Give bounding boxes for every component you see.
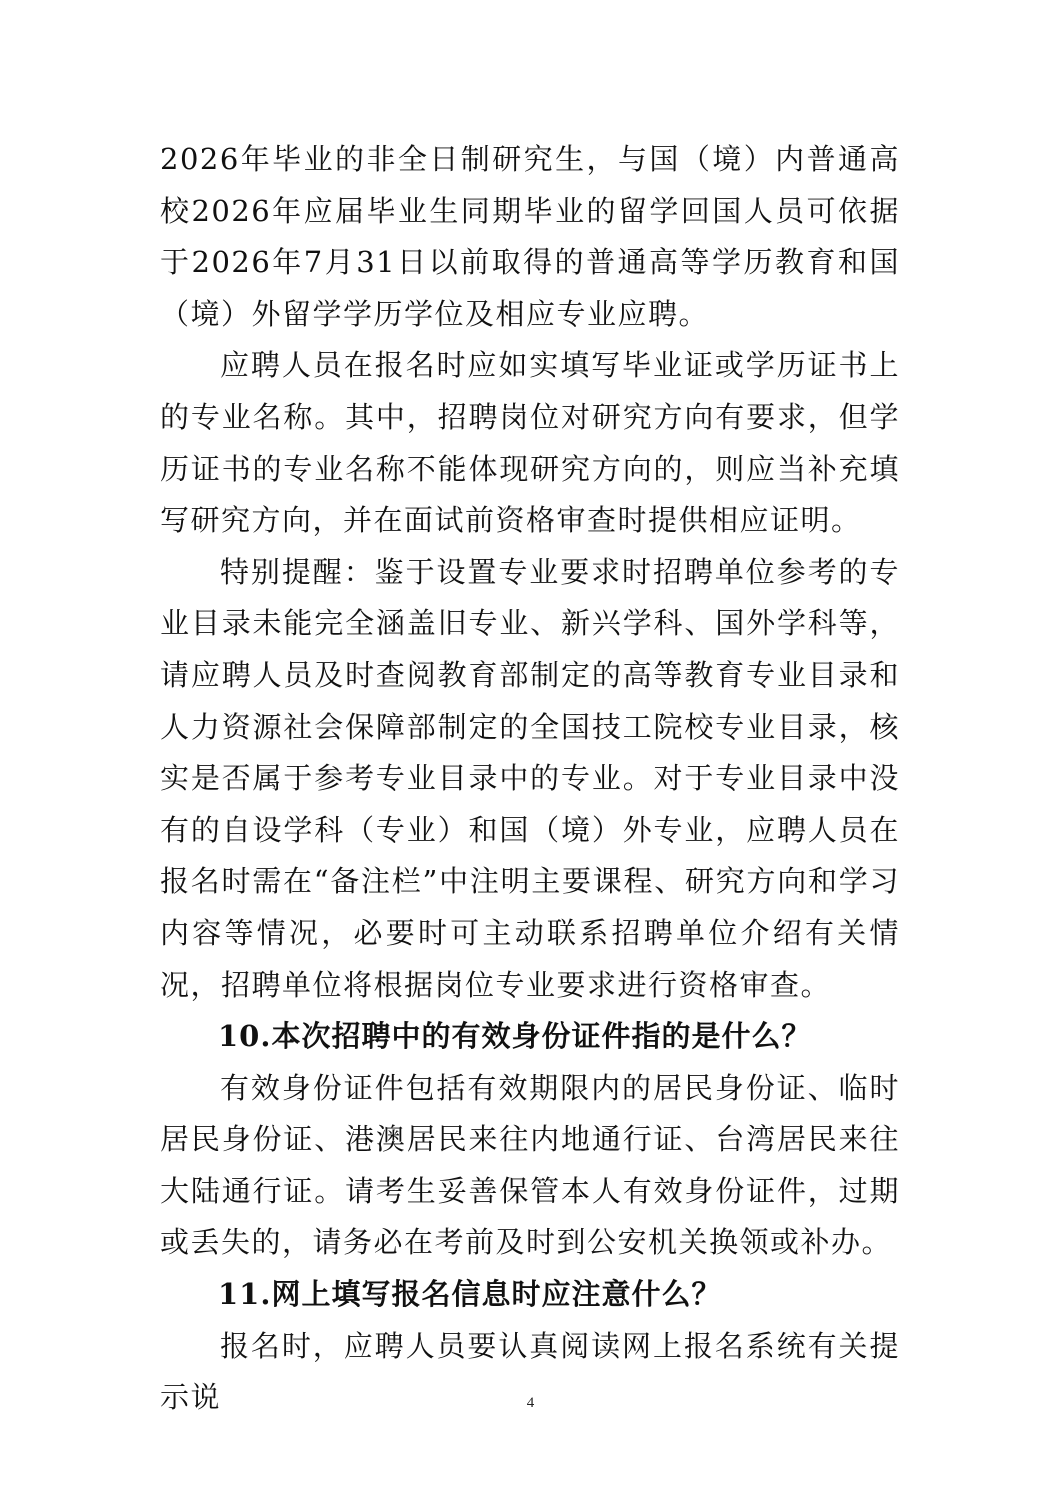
paragraph-valid-id: 有效身份证件包括有效期限内的居民身份证、临时居民身份证、港澳居民来往内地通行证、台湾居民来往大陆通行证。请考生妥善保管本人有效身份证件，过期或丢失的，请务必在考前及时到公安机关换领或补办。 <box>160 1070 900 1260</box>
heading-question-10: 10.本次招聘中的有效身份证件指的是什么？ <box>218 1019 812 1054</box>
document-page <box>160 134 900 1424</box>
page-number: 4 <box>526 1395 535 1411</box>
paragraph-major-name: 应聘人员在报名时应如实填写毕业证或学历证书上的专业名称。其中，招聘岗位对研究方向有要求，但学历证书的专业名称不能体现研究方向的，则应当补充填写研究方向，并在面试前资格审查时提供相应证明。 <box>160 348 900 538</box>
paragraph-online-registration: 报名时，应聘人员要认真阅读网上报名系统有关提示说 <box>160 1328 900 1415</box>
paragraph-graduation-eligibility: 2026年毕业的非全日制研究生，与国（境）内普通高校2026年应届毕业生同期毕业的留学回国人员可依据于2026年7月31日以前取得的普通高等学历教育和国（境）外留学学历学位及相应专业应聘。 <box>160 142 900 331</box>
heading-question-11: 11.网上填写报名信息时应注意什么？ <box>218 1277 722 1312</box>
paragraph-special-reminder: 特别提醒：鉴于设置专业要求时招聘单位参考的专业目录未能完全涵盖旧专业、新兴学科、国外学科等，请应聘人员及时查阅教育部制定的高等教育专业目录和人力资源社会保障部制定的全国技工院校专业目录，核实是否属于参考专业目录中的专业。对于专业目录中没有的自设学科（专业）和国（境）外专业，应聘人员在报名时需在“备注栏”中注明主要课程、研究方向和学习内容等情况，必要时可主动联系招聘单位介绍有关情况，招聘单位将根据岗位专业要求进行资格审查。 <box>160 554 900 1002</box>
